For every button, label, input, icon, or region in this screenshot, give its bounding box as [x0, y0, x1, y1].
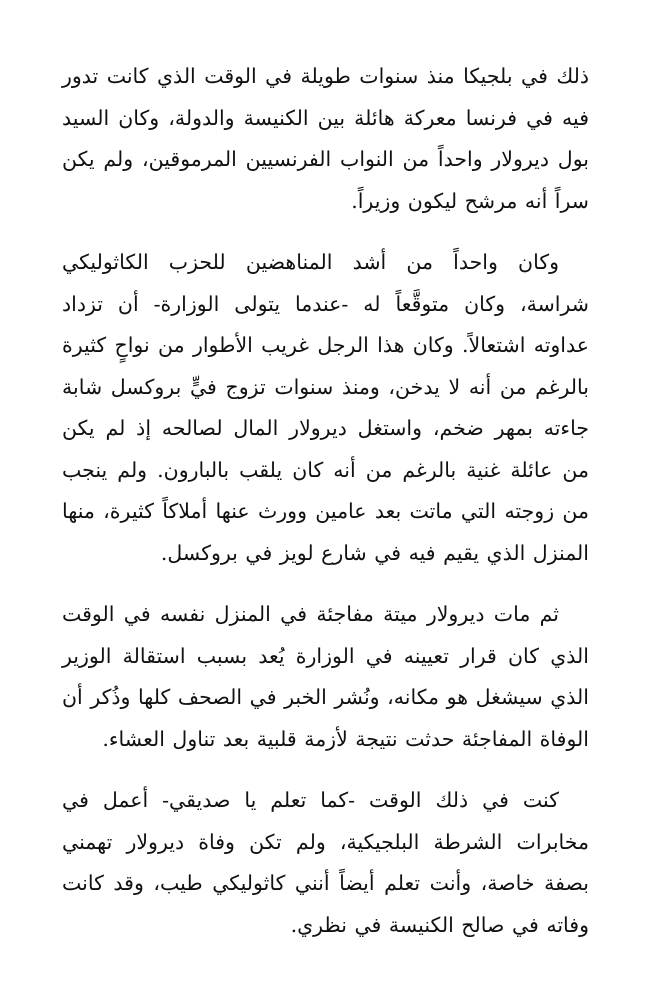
paragraph-3: ثم مات ديرولار ميتة مفاجئة في المنزل نفسه في الوقت الذي كان قرار تعيينه في الوزارة يُعد بسبب استقالة الوزير الذي سيشغل هو مكانه، ونُشر الخبر في الصحف كلها وذُكر أن الوفاة المفاجئة حدثت نتيجة لأزمة قلبية بعد تناول العشاء. [62, 602, 589, 751]
paragraph-4: كنت في ذلك الوقت -كما تعلم يا صديقي- أعمل في مخابرات الشرطة البلجيكية، ولم تكن وفاة ديرولار تهمني بصفة خاصة، وأنت تعلم أيضاً أنني كاثوليكي طيب، وقد كانت وفاته في صالح الكنيسة في نظري. [62, 788, 589, 937]
paragraph-1: ذلك في بلجيكا منذ سنوات طويلة في الوقت الذي كانت تدور فيه في فرنسا معركة هائلة بين الكنيسة والدولة، وكان السيد بول ديرولار واحداً من النواب الفرنسيين المرموقين، ولم يكن سراً أنه مرشح ليكون وزيراً. [62, 64, 589, 213]
text-column [62, 56, 589, 946]
paragraph-2: وكان واحداً من أشد المناهضين للحزب الكاثوليكي شراسة، وكان متوقَّعاً له -عندما يتولى الوزارة- أن تزداد عداوته اشتعالاً. وكان هذا الرجل غريب الأطوار من نواحٍ كثيرة بالرغم من أنه لا يدخن، ومنذ سنوات تزوج فيٍّ بروكسل شابة جاءته بمهر ضخم، واستغل ديرولار المال لصالحه إذ لم يكن من عائلة غنية بالرغم من أنه كان يلقب بالبارون. ولم ينجب من زوجته التي ماتت بعد عامين وورث عنها أملاكاً كثيرة، منها المنزل الذي يقيم فيه في شارع لويز في بروكسل. [62, 250, 589, 565]
